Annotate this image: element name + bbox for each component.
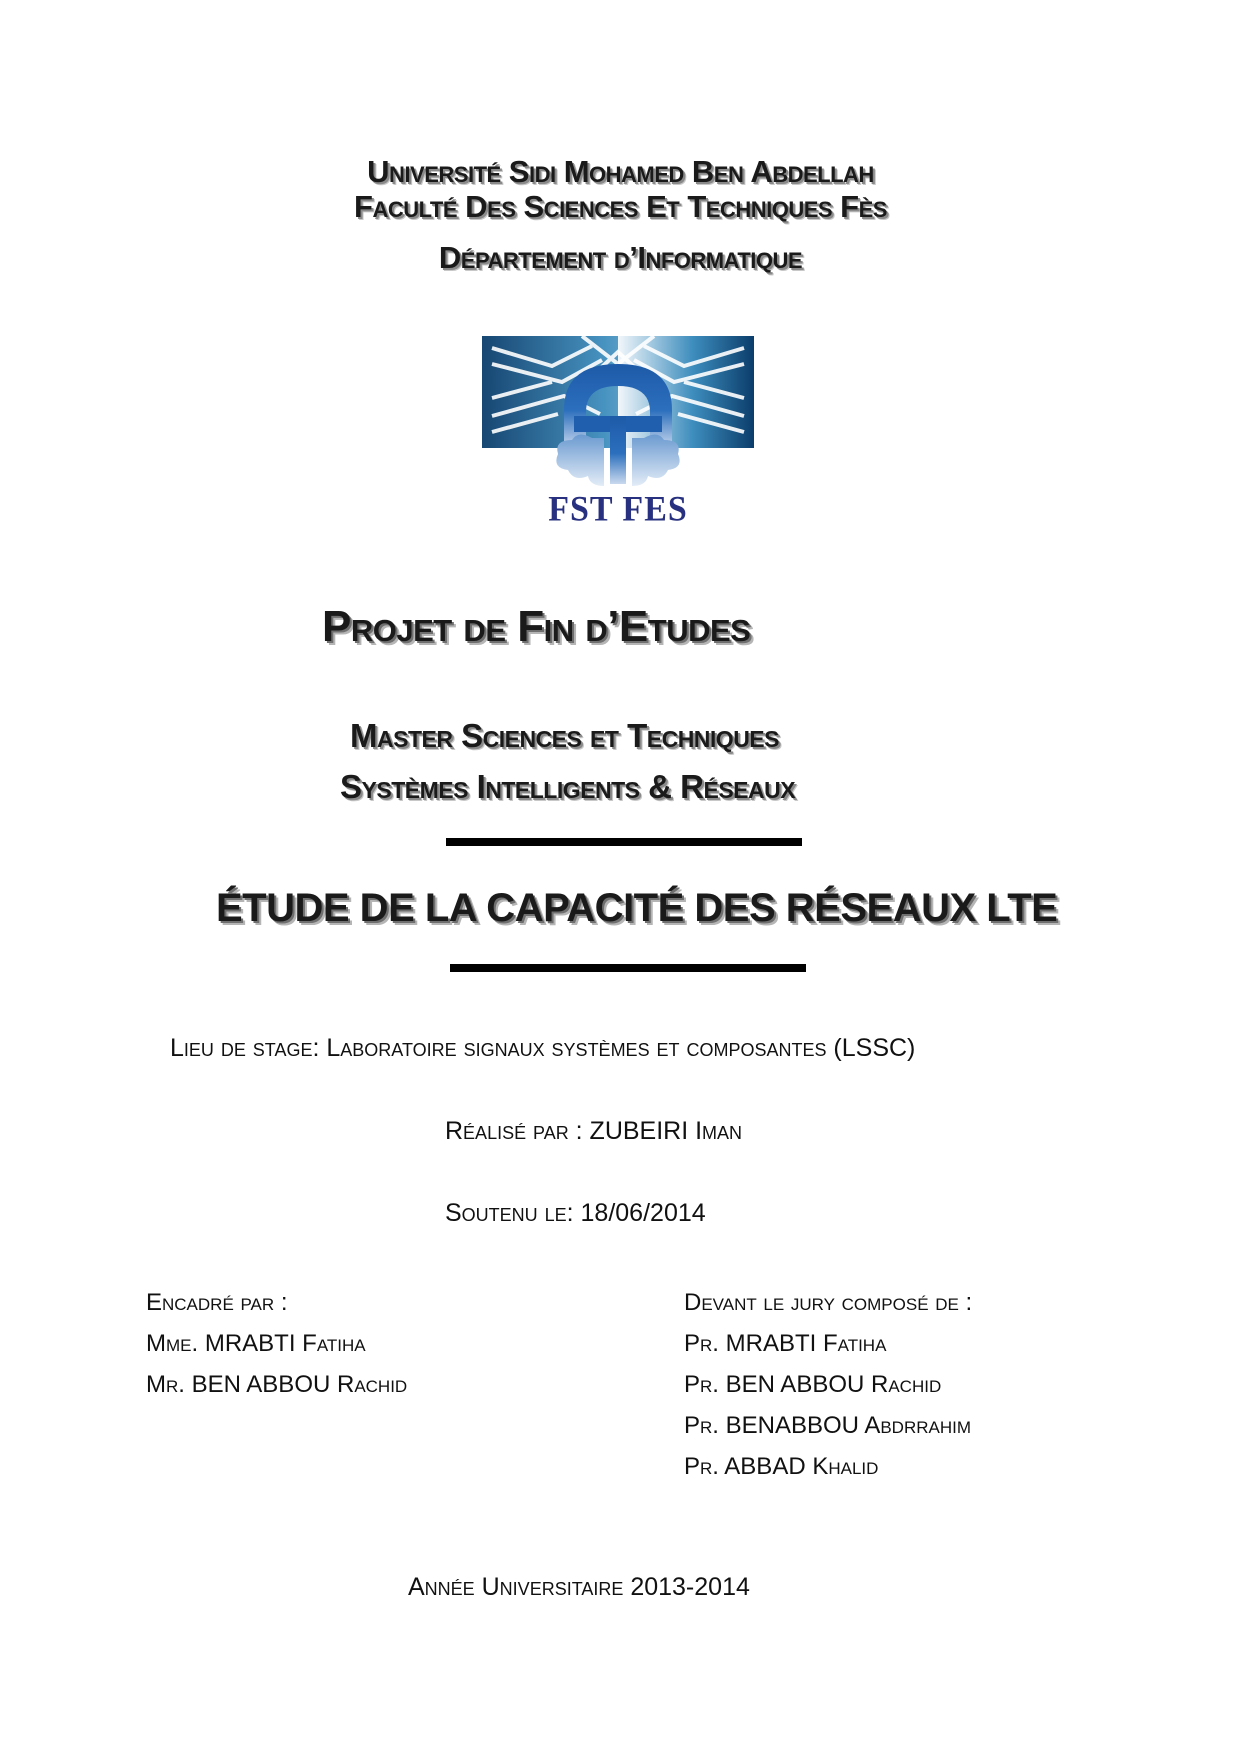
master-program: Master Sciences et Techniques [350, 717, 779, 754]
university-name: Université Sidi Mohamed Ben Abdellah [367, 154, 874, 189]
fst-fes-logo [482, 336, 754, 532]
project-type-title: Projet de Fin d’Etudes [322, 602, 751, 651]
master-specialty: Systèmes Intelligents & Réseaux [340, 768, 796, 805]
jury-member: Pr. MRABTI Fatiha [684, 1330, 887, 1357]
supervisor-name: Mr. BEN ABBOU Rachid [146, 1371, 408, 1398]
jury-section [684, 1282, 972, 1487]
internship-place: Lieu de stage: Laboratoire signaux systèmes et composantes (LSSC) [170, 1034, 916, 1062]
author: Réalisé par : ZUBEIRI Iman [445, 1117, 743, 1145]
faculty-name: Faculté Des Sciences Et Techniques Fès [354, 189, 887, 224]
jury-member: Pr. ABBAD Khalid [684, 1453, 879, 1480]
department-name: Département d’Informatique [438, 240, 803, 275]
supervisor-name: Mme. MRABTI Fatiha [146, 1330, 366, 1357]
supervisors-section [146, 1282, 407, 1405]
jury-member: Pr. BEN ABBOU Rachid [684, 1371, 942, 1398]
jury-heading: Devant le jury composé de : [684, 1289, 973, 1316]
jury-member: Pr. BENABBOU Abdrrahim [684, 1412, 972, 1439]
title-rule-top [446, 838, 802, 846]
logo-text: FST FES [548, 490, 688, 529]
defense-date: Soutenu le: 18/06/2014 [445, 1199, 706, 1227]
thesis-title: ÉTUDE DE LA CAPACITÉ DES RÉSEAUX LTE [216, 886, 1058, 930]
supervisors-heading: Encadré par : [146, 1289, 288, 1316]
title-rule-bottom [450, 964, 806, 972]
academic-year: Année Universitaire 2013-2014 [408, 1573, 750, 1601]
